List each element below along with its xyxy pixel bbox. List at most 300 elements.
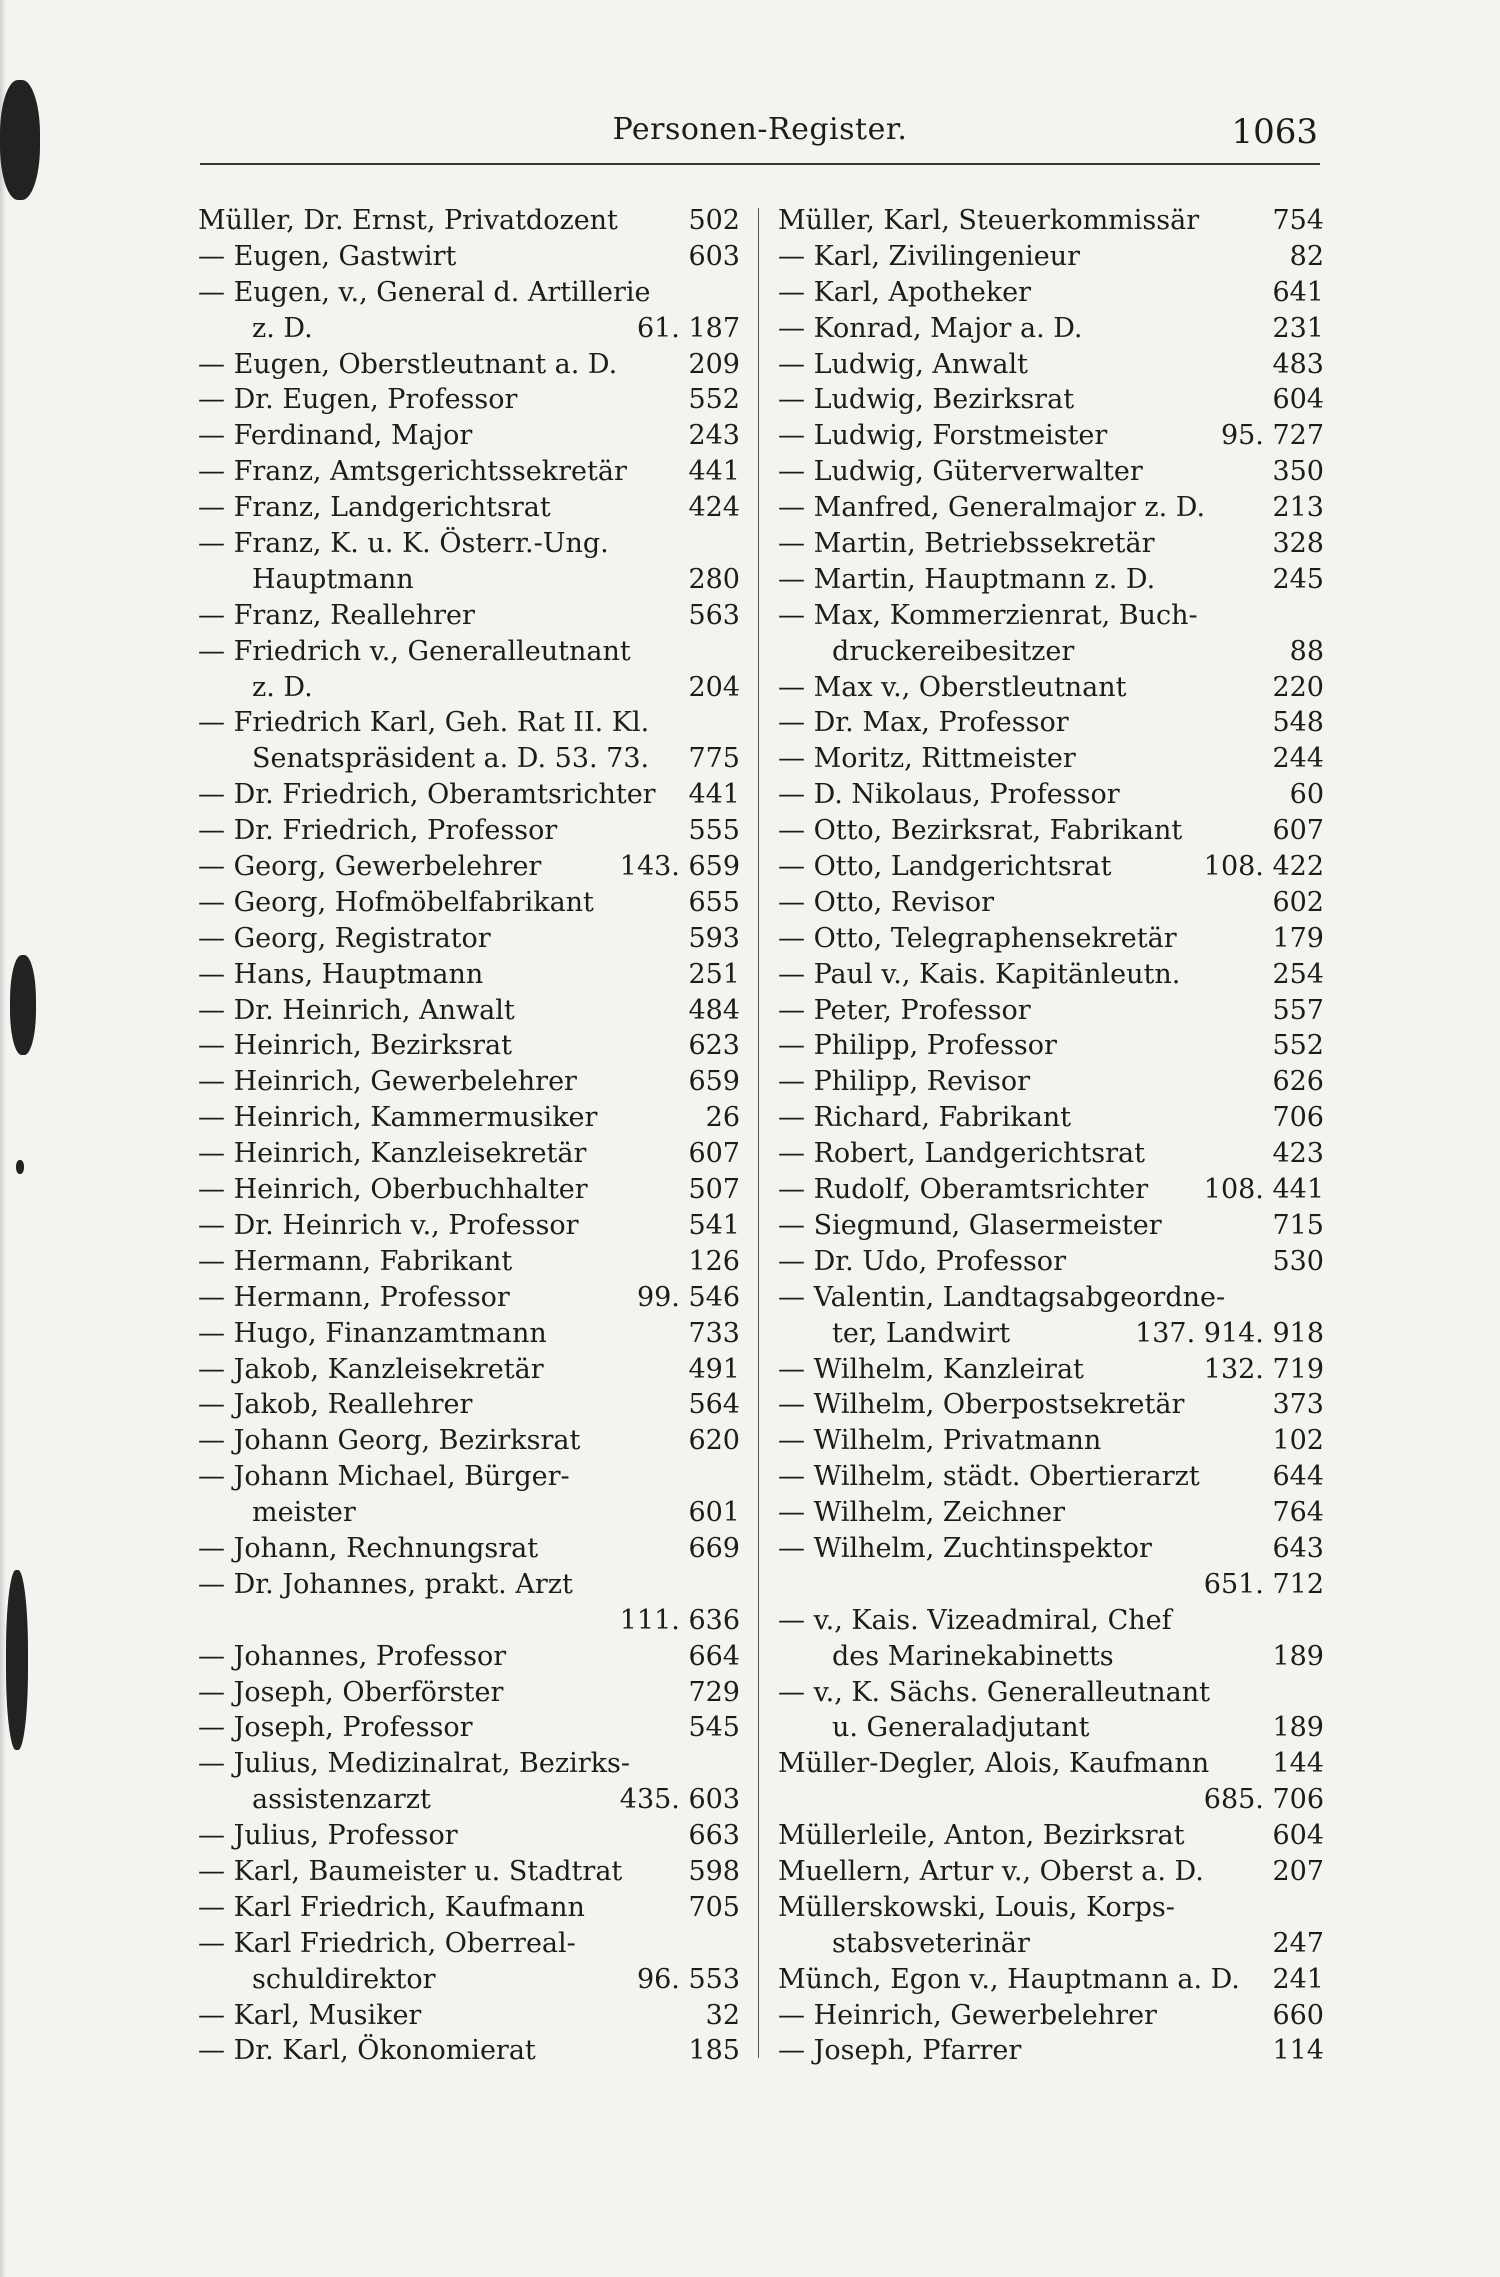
entry-name: — Eugen, v., General d. Artillerie xyxy=(198,276,651,308)
entry-page-refs: 651. 712 xyxy=(1203,1568,1324,1600)
entry-page-refs: 507 xyxy=(688,1174,740,1206)
index-entry xyxy=(198,705,740,741)
entry-page-refs: 663 xyxy=(688,1820,740,1852)
entry-page-refs: 502 xyxy=(688,205,740,236)
index-entry xyxy=(778,382,1324,418)
column-divider xyxy=(758,208,759,2058)
entry-name: — Paul v., Kais. Kapitänleutn. xyxy=(778,958,1181,990)
entry-page-refs: 254 xyxy=(1272,958,1324,990)
entry-name: — Dr. Karl, Ökonomierat xyxy=(198,2035,536,2067)
index-entry xyxy=(778,813,1324,849)
entry-name: Muellern, Artur v., Oberst a. D. xyxy=(778,1855,1204,1887)
entry-name: — Karl, Apotheker xyxy=(778,276,1032,308)
entry-page-refs: 251 xyxy=(688,958,740,990)
entry-name: — Otto, Bezirksrat, Fabrikant xyxy=(778,815,1183,847)
entry-page-refs: 563 xyxy=(688,599,740,631)
entry-page-refs: 705 xyxy=(688,1891,740,1923)
entry-name: — Konrad, Major a. D. xyxy=(778,312,1083,344)
page-number: 1063 xyxy=(1231,112,1318,152)
entry-name: — v., K. Sächs. Generalleutnant xyxy=(778,1676,1210,1708)
entry-page-refs: 185 xyxy=(688,2035,740,2067)
entry-name: — Hermann, Fabrikant xyxy=(198,1245,513,1277)
entry-page-refs: 241 xyxy=(1272,1963,1324,1995)
entry-page-refs: 244 xyxy=(1272,743,1324,775)
index-entry xyxy=(778,993,1324,1029)
entry-name: — Heinrich, Oberbuchhalter xyxy=(198,1174,588,1206)
index-entry xyxy=(778,1782,1324,1818)
entry-name: — Franz, Amtsgerichtssekretär xyxy=(198,456,627,488)
index-entry xyxy=(198,1675,740,1711)
entry-name: — Karl Friedrich, Oberreal- xyxy=(198,1927,576,1959)
index-entry xyxy=(778,1603,1324,1639)
index-entry xyxy=(198,1387,740,1423)
index-entry xyxy=(778,1423,1324,1459)
index-entry xyxy=(198,1890,740,1926)
index-entry xyxy=(198,1352,740,1388)
index-entry xyxy=(198,2033,740,2069)
binding-blot xyxy=(10,955,36,1055)
entry-page-refs: 108. 441 xyxy=(1203,1174,1324,1206)
entry-name: — Georg, Gewerbelehrer xyxy=(198,851,542,883)
entry-name: — Max v., Oberstleutnant xyxy=(778,671,1127,703)
entry-name: — Karl, Baumeister u. Stadtrat xyxy=(198,1855,623,1887)
entry-name: — Dr. Eugen, Professor xyxy=(198,384,518,416)
entry-name: — Rudolf, Oberamtsrichter xyxy=(778,1174,1149,1206)
entry-name: — v., Kais. Vizeadmiral, Chef xyxy=(778,1604,1172,1636)
entry-page-refs: 137. 914. 918 xyxy=(1135,1317,1324,1349)
entry-name: z. D. xyxy=(252,671,313,703)
index-entry xyxy=(778,1100,1324,1136)
entry-name: — Dr. Max, Professor xyxy=(778,707,1069,739)
entry-name: — Dr. Johannes, prakt. Arzt xyxy=(198,1568,573,1600)
entry-name: — Franz, Landgerichtsrat xyxy=(198,492,551,524)
entry-page-refs: 26 xyxy=(705,1102,740,1134)
entry-page-refs: 82 xyxy=(1289,240,1324,272)
entry-name: — Wilhelm, Oberpostsekretär xyxy=(778,1389,1185,1421)
binding-blot xyxy=(6,1570,28,1750)
entry-page-refs: 245 xyxy=(1272,563,1324,595)
entry-name: — Dr. Friedrich, Oberamtsrichter xyxy=(198,779,656,811)
index-entry xyxy=(778,1998,1324,2034)
entry-name: Hauptmann xyxy=(252,563,414,595)
entry-name: Müller-Degler, Alois, Kaufmann xyxy=(778,1748,1210,1780)
entry-page-refs: 144 xyxy=(1272,1748,1324,1780)
index-entry xyxy=(778,777,1324,813)
index-entry xyxy=(198,418,740,454)
entry-name: — Franz, K. u. K. Österr.-Ung. xyxy=(198,528,609,560)
entry-name: Müllerleile, Anton, Bezirksrat xyxy=(778,1820,1185,1852)
entry-page-refs: 189 xyxy=(1272,1712,1324,1744)
binding-blot xyxy=(0,80,40,200)
entry-page-refs: 601 xyxy=(688,1497,740,1529)
index-entry xyxy=(778,454,1324,490)
entry-name: — Ludwig, Anwalt xyxy=(778,348,1028,380)
entry-name: — Otto, Landgerichtsrat xyxy=(778,851,1112,883)
entry-name: — Dr. Friedrich, Professor xyxy=(198,815,558,847)
index-entry xyxy=(198,1567,740,1603)
entry-page-refs: 108. 422 xyxy=(1203,851,1324,883)
running-title: Personen-Register. xyxy=(612,112,908,147)
index-entry xyxy=(198,1172,740,1208)
index-entry xyxy=(778,418,1324,454)
index-entry xyxy=(778,634,1324,670)
entry-page-refs: 644 xyxy=(1272,1461,1324,1493)
index-entry xyxy=(198,1710,740,1746)
entry-page-refs: 111. 636 xyxy=(619,1604,740,1636)
entry-page-refs: 604 xyxy=(1272,384,1324,416)
entry-page-refs: 541 xyxy=(688,1209,740,1241)
entry-name: — Hugo, Finanzamtmann xyxy=(198,1317,547,1349)
entry-name: — Moritz, Rittmeister xyxy=(778,743,1076,775)
header-rule xyxy=(200,163,1320,165)
index-entry xyxy=(198,1998,740,2034)
entry-name: — Jakob, Kanzleisekretär xyxy=(198,1353,544,1385)
index-entry xyxy=(198,1028,740,1064)
index-entry xyxy=(778,347,1324,383)
entry-name: — Karl, Zivilingenieur xyxy=(778,240,1081,272)
index-entry xyxy=(198,203,740,239)
entry-page-refs: 207 xyxy=(1272,1855,1324,1887)
index-entry xyxy=(778,705,1324,741)
entry-name: — Karl Friedrich, Kaufmann xyxy=(198,1891,585,1923)
index-entry xyxy=(198,1495,740,1531)
entry-page-refs: 373 xyxy=(1272,1389,1324,1421)
index-entry xyxy=(778,1136,1324,1172)
index-entry xyxy=(198,1531,740,1567)
index-entry xyxy=(198,849,740,885)
entry-name: — Wilhelm, Privatmann xyxy=(778,1425,1102,1457)
entry-name: — Manfred, Generalmajor z. D. xyxy=(778,492,1206,524)
entry-page-refs: 729 xyxy=(688,1676,740,1708)
index-entry xyxy=(778,849,1324,885)
index-entry xyxy=(778,1064,1324,1100)
entry-name: — Ludwig, Güterverwalter xyxy=(778,456,1143,488)
entry-name: — Heinrich, Kanzleisekretär xyxy=(198,1138,587,1170)
index-entry xyxy=(198,490,740,526)
entry-name: — Jakob, Reallehrer xyxy=(198,1389,473,1421)
entry-name: — Dr. Udo, Professor xyxy=(778,1245,1066,1277)
entry-name: Müllerskowski, Louis, Korps- xyxy=(778,1891,1175,1923)
entry-page-refs: 593 xyxy=(688,922,740,954)
entry-name: — Hans, Hauptmann xyxy=(198,958,484,990)
entry-page-refs: 209 xyxy=(688,348,740,380)
entry-name: — Otto, Telegraphensekretär xyxy=(778,922,1177,954)
index-entry xyxy=(778,1675,1324,1711)
entry-name: — Ludwig, Bezirksrat xyxy=(778,384,1075,416)
entry-page-refs: 659 xyxy=(688,1066,740,1098)
entry-name: — Heinrich, Kammermusiker xyxy=(198,1102,598,1134)
entry-page-refs: 483 xyxy=(1272,348,1324,380)
index-entry xyxy=(778,239,1324,275)
index-entry xyxy=(198,777,740,813)
index-entry xyxy=(198,347,740,383)
entry-name: — Hermann, Professor xyxy=(198,1281,510,1313)
index-entry xyxy=(778,275,1324,311)
entry-page-refs: 775 xyxy=(688,743,740,775)
entry-name: — D. Nikolaus, Professor xyxy=(778,779,1120,811)
entry-name: des Marinekabinetts xyxy=(832,1640,1114,1672)
entry-name: — Philipp, Revisor xyxy=(778,1066,1030,1098)
entry-page-refs: 143. 659 xyxy=(619,851,740,883)
index-entry xyxy=(778,1890,1324,1926)
index-entry xyxy=(778,1208,1324,1244)
entry-name: — Eugen, Gastwirt xyxy=(198,240,457,272)
entry-page-refs: 557 xyxy=(1272,994,1324,1026)
index-entry xyxy=(198,526,740,562)
index-entry xyxy=(198,1818,740,1854)
entry-page-refs: 764 xyxy=(1272,1497,1324,1529)
entry-page-refs: 126 xyxy=(688,1245,740,1277)
entry-page-refs: 602 xyxy=(1272,886,1324,918)
entry-page-refs: 484 xyxy=(688,994,740,1026)
entry-name: — Heinrich, Bezirksrat xyxy=(198,1030,513,1062)
index-entry xyxy=(778,1926,1324,1962)
index-entry xyxy=(198,741,740,777)
entry-name: z. D. xyxy=(252,312,313,344)
entry-name: — Julius, Medizinalrat, Bezirks- xyxy=(198,1748,630,1780)
index-entry xyxy=(198,1136,740,1172)
entry-page-refs: 603 xyxy=(688,240,740,272)
entry-page-refs: 114 xyxy=(1272,2035,1324,2067)
entry-name: — Siegmund, Glasermeister xyxy=(778,1209,1162,1241)
entry-name: — Dr. Heinrich, Anwalt xyxy=(198,994,515,1026)
entry-page-refs: 32 xyxy=(705,1999,740,2031)
entry-name: Münch, Egon v., Hauptmann a. D. xyxy=(778,1963,1240,1995)
entry-page-refs: 424 xyxy=(688,492,740,524)
entry-page-refs: 685. 706 xyxy=(1203,1784,1324,1816)
index-entry xyxy=(198,670,740,706)
index-entry xyxy=(778,1352,1324,1388)
entry-name: — Friedrich v., Generalleutnant xyxy=(198,635,631,667)
entry-name: — Eugen, Oberstleutnant a. D. xyxy=(198,348,618,380)
entry-name: — Robert, Landgerichtsrat xyxy=(778,1138,1145,1170)
index-entry xyxy=(198,813,740,849)
index-entry xyxy=(198,1854,740,1890)
entry-page-refs: 706 xyxy=(1272,1102,1324,1134)
index-entry xyxy=(778,1639,1324,1675)
entry-page-refs: 441 xyxy=(688,456,740,488)
entry-page-refs: 620 xyxy=(688,1425,740,1457)
index-entry xyxy=(778,1854,1324,1890)
entry-page-refs: 213 xyxy=(1272,492,1324,524)
entry-name: — Valentin, Landtagsabgeordne- xyxy=(778,1281,1226,1313)
index-entry xyxy=(198,1244,740,1280)
entry-name: u. Generaladjutant xyxy=(832,1712,1090,1744)
entry-page-refs: 88 xyxy=(1289,635,1324,667)
entry-page-refs: 530 xyxy=(1272,1245,1324,1277)
index-entry xyxy=(198,1280,740,1316)
entry-page-refs: 564 xyxy=(688,1389,740,1421)
index-entry xyxy=(778,1280,1324,1316)
index-entry xyxy=(198,1100,740,1136)
entry-name: — Dr. Heinrich v., Professor xyxy=(198,1209,579,1241)
entry-page-refs: 545 xyxy=(688,1712,740,1744)
entry-page-refs: 733 xyxy=(688,1317,740,1349)
entry-name: — Franz, Reallehrer xyxy=(198,599,475,631)
entry-name: Senatspräsident a. D. 53. 73. xyxy=(252,743,650,775)
index-entry xyxy=(198,1208,740,1244)
index-entry xyxy=(198,1064,740,1100)
entry-name: — Johann Michael, Bürger- xyxy=(198,1461,570,1493)
entry-name: — Wilhelm, städt. Obertierarzt xyxy=(778,1461,1200,1493)
entry-name: — Otto, Revisor xyxy=(778,886,995,918)
entry-name: — Georg, Hofmöbelfabrikant xyxy=(198,886,594,918)
index-entry xyxy=(198,1962,740,1998)
entry-name: — Martin, Betriebssekretär xyxy=(778,528,1155,560)
index-entry xyxy=(198,1926,740,1962)
entry-page-refs: 643 xyxy=(1272,1532,1324,1564)
index-entry xyxy=(198,1782,740,1818)
entry-name: — Ludwig, Forstmeister xyxy=(778,420,1108,452)
entry-page-refs: 243 xyxy=(688,420,740,452)
entry-page-refs: 220 xyxy=(1272,671,1324,703)
entry-name: — Johannes, Professor xyxy=(198,1640,507,1672)
entry-page-refs: 328 xyxy=(1272,528,1324,560)
entry-page-refs: 435. 603 xyxy=(619,1784,740,1816)
entry-page-refs: 660 xyxy=(1272,1999,1324,2031)
entry-name: — Wilhelm, Kanzleirat xyxy=(778,1353,1084,1385)
entry-name: Müller, Karl, Steuerkommissär xyxy=(778,205,1200,236)
entry-page-refs: 102 xyxy=(1272,1425,1324,1457)
index-entry xyxy=(778,670,1324,706)
entry-name: — Martin, Hauptmann z. D. xyxy=(778,563,1156,595)
entry-name: — Joseph, Pfarrer xyxy=(778,2035,1022,2067)
index-entry xyxy=(778,1244,1324,1280)
index-column-left xyxy=(198,203,740,2069)
index-entry xyxy=(778,741,1324,777)
entry-page-refs: 280 xyxy=(688,563,740,595)
entry-name: — Heinrich, Gewerbelehrer xyxy=(198,1066,577,1098)
index-entry xyxy=(778,957,1324,993)
index-entry xyxy=(198,1316,740,1352)
index-entry xyxy=(778,1387,1324,1423)
entry-page-refs: 132. 719 xyxy=(1203,1353,1324,1385)
entry-page-refs: 552 xyxy=(1272,1030,1324,1062)
index-entry xyxy=(198,634,740,670)
index-entry xyxy=(198,598,740,634)
index-entry xyxy=(778,311,1324,347)
index-entry xyxy=(198,239,740,275)
index-entry xyxy=(778,490,1324,526)
entry-page-refs: 491 xyxy=(688,1353,740,1385)
index-entry xyxy=(778,1818,1324,1854)
entry-name: — Johann Georg, Bezirksrat xyxy=(198,1425,581,1457)
entry-name: — Friedrich Karl, Geh. Rat II. Kl. xyxy=(198,707,650,739)
entry-page-refs: 552 xyxy=(688,384,740,416)
entry-name: — Joseph, Professor xyxy=(198,1712,473,1744)
index-entry xyxy=(778,1172,1324,1208)
index-entry xyxy=(198,1603,740,1639)
entry-name: stabsveterinär xyxy=(832,1927,1030,1959)
index-entry xyxy=(198,1639,740,1675)
entry-name: — Joseph, Oberförster xyxy=(198,1676,504,1708)
entry-name: — Heinrich, Gewerbelehrer xyxy=(778,1999,1157,2031)
index-entry xyxy=(198,885,740,921)
index-entry xyxy=(778,598,1324,634)
entry-page-refs: 96. 553 xyxy=(636,1963,740,1995)
entry-name: — Karl, Musiker xyxy=(198,1999,422,2031)
entry-page-refs: 60 xyxy=(1289,779,1324,811)
index-entry xyxy=(198,1746,740,1782)
index-entry xyxy=(778,1567,1324,1603)
entry-name: schuldirektor xyxy=(252,1963,436,1995)
entry-page-refs: 441 xyxy=(688,779,740,811)
index-entry xyxy=(198,921,740,957)
entry-page-refs: 555 xyxy=(688,815,740,847)
entry-name: — Philipp, Professor xyxy=(778,1030,1057,1062)
entry-page-refs: 607 xyxy=(688,1138,740,1170)
index-entry xyxy=(198,275,740,311)
index-entry xyxy=(778,1710,1324,1746)
entry-page-refs: 655 xyxy=(688,886,740,918)
entry-name: — Richard, Fabrikant xyxy=(778,1102,1072,1134)
entry-page-refs: 95. 727 xyxy=(1220,420,1324,452)
entry-page-refs: 548 xyxy=(1272,707,1324,739)
entry-page-refs: 604 xyxy=(1272,1820,1324,1852)
entry-name: — Georg, Registrator xyxy=(198,922,491,954)
index-entry xyxy=(778,1316,1324,1352)
index-entry xyxy=(198,1459,740,1495)
index-column-right xyxy=(778,203,1324,2069)
index-entry xyxy=(778,526,1324,562)
entry-page-refs: 189 xyxy=(1272,1640,1324,1672)
index-entry xyxy=(778,1495,1324,1531)
index-entry xyxy=(778,1531,1324,1567)
index-entry xyxy=(198,957,740,993)
scan-edge xyxy=(0,0,6,2277)
entry-page-refs: 231 xyxy=(1272,312,1324,344)
entry-name: ter, Landwirt xyxy=(832,1317,1011,1349)
entry-name: — Ferdinand, Major xyxy=(198,420,473,452)
index-entry xyxy=(778,1459,1324,1495)
entry-name: meister xyxy=(252,1497,356,1529)
index-entry xyxy=(778,2033,1324,2069)
index-entry xyxy=(198,382,740,418)
index-entry xyxy=(198,1423,740,1459)
entry-page-refs: 623 xyxy=(688,1030,740,1062)
entry-name: — Max, Kommerzienrat, Buch- xyxy=(778,599,1198,631)
index-entry xyxy=(778,562,1324,598)
entry-page-refs: 61. 187 xyxy=(636,312,740,344)
entry-page-refs: 179 xyxy=(1272,922,1324,954)
binding-blot xyxy=(16,1160,24,1174)
entry-page-refs: 350 xyxy=(1272,456,1324,488)
index-entry xyxy=(778,885,1324,921)
entry-page-refs: 99. 546 xyxy=(636,1281,740,1313)
entry-page-refs: 641 xyxy=(1272,276,1324,308)
entry-page-refs: 754 xyxy=(1272,205,1324,236)
entry-name: — Julius, Professor xyxy=(198,1820,458,1852)
index-entry xyxy=(198,562,740,598)
entry-page-refs: 669 xyxy=(688,1532,740,1564)
index-entry xyxy=(198,993,740,1029)
entry-name: — Wilhelm, Zeichner xyxy=(778,1497,1066,1529)
index-entry xyxy=(778,203,1324,239)
entry-name: Müller, Dr. Ernst, Privatdozent xyxy=(198,205,618,236)
entry-page-refs: 626 xyxy=(1272,1066,1324,1098)
index-entry xyxy=(198,311,740,347)
entry-page-refs: 664 xyxy=(688,1640,740,1672)
page-header xyxy=(200,112,1320,162)
entry-name: — Johann, Rechnungsrat xyxy=(198,1532,539,1564)
entry-page-refs: 715 xyxy=(1272,1209,1324,1241)
index-entry xyxy=(198,454,740,490)
entry-page-refs: 598 xyxy=(688,1855,740,1887)
entry-page-refs: 247 xyxy=(1272,1927,1324,1959)
index-entry xyxy=(778,921,1324,957)
index-entry xyxy=(778,1962,1324,1998)
index-entry xyxy=(778,1028,1324,1064)
